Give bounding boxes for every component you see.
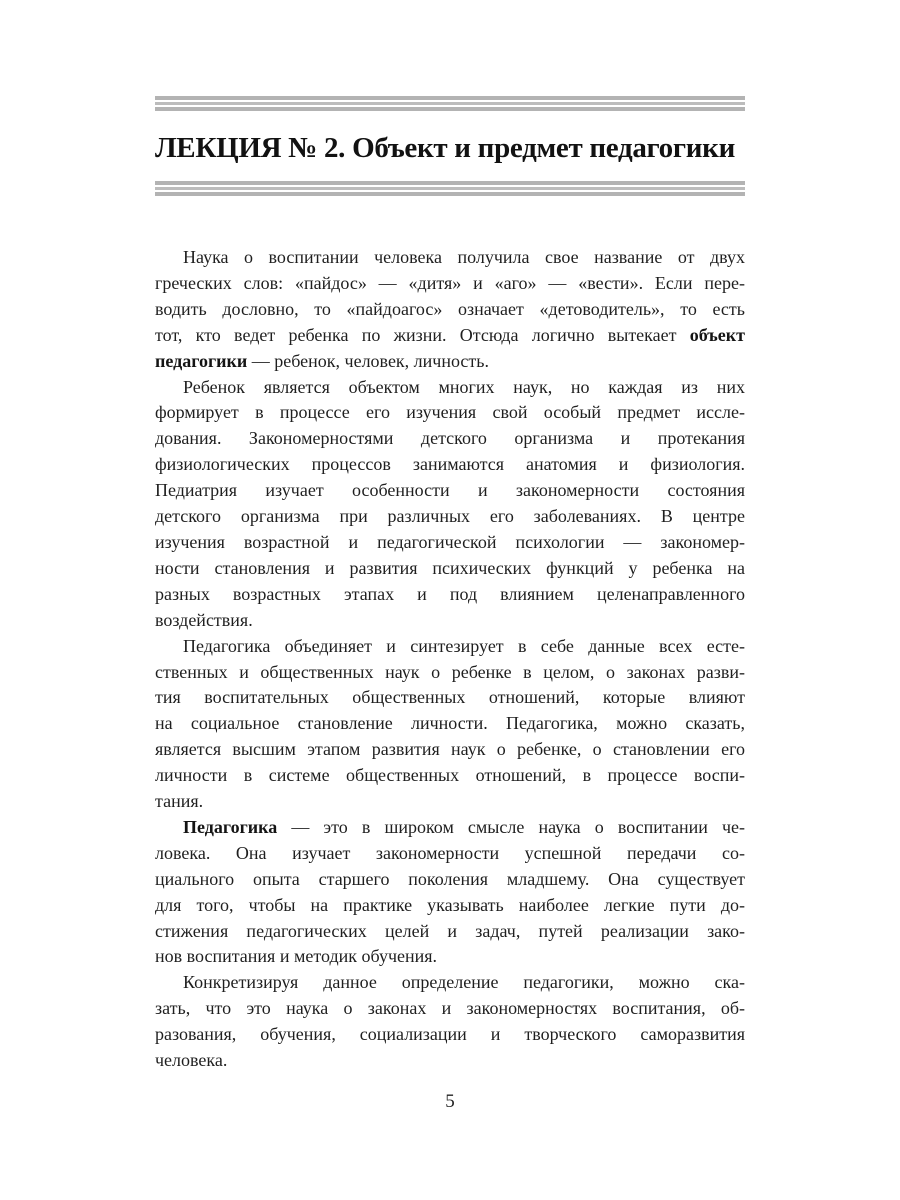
text-line: личности в системе общественных отношений, в процессе воспи- — [155, 765, 745, 786]
text-line: педагогики — ребенок, человек, личность. — [155, 350, 489, 371]
text-line: тания. — [155, 791, 204, 812]
rule-bar — [155, 102, 745, 105]
text-line: человека. — [155, 1050, 228, 1071]
text-line: Педагогика — это в широком смысле наука о воспитании че- — [183, 816, 745, 837]
text-line: Ребенок является объектом многих наук, но каждая из них — [183, 376, 745, 397]
text-line: стижения педагогических целей и задач, путей реализации зако- — [155, 920, 745, 941]
paragraph — [155, 970, 745, 1074]
text-line: циального опыта старшего поколения младшему. Она существует — [155, 868, 745, 889]
rule-bar — [155, 181, 745, 185]
text-line: воздействия. — [155, 609, 253, 630]
text-line: разования, обучения, социализации и творческого саморазвития — [155, 1024, 745, 1045]
text-line: Педагогика объединяет и синтезирует в себе данные всех есте- — [183, 635, 745, 656]
page-column — [155, 0, 745, 1113]
rule-bar — [155, 187, 745, 190]
text-line: тия воспитательных общественных отношений, которые влияют — [155, 687, 745, 708]
text-line: нов воспитания и методик обучения. — [155, 946, 438, 967]
text-line: изучения возрастной и педагогической психологии — закономер- — [155, 531, 745, 552]
text-line: ности становления и развития психических функций у ребенка на — [155, 557, 745, 578]
text-line: водить дословно, то «пайдоагос» означает «детоводитель», то есть — [155, 298, 745, 319]
text-line: Наука о воспитании человека получила свое название от двух — [183, 247, 745, 267]
rule-bar — [155, 96, 745, 100]
text-line: ственных и общественных наук о ребенке в целом, о законах разви- — [155, 661, 745, 682]
text-line: является высшим этапом развития наук о ребенке, о становлении его — [155, 739, 745, 760]
page-number: 5 — [445, 1091, 455, 1112]
text-line: физиологических процессов занимаются анатомия и физиология. — [155, 454, 745, 475]
top-decorative-rule — [155, 96, 745, 111]
text-line: ловека. Она изучает закономерности успешной передачи со- — [155, 842, 745, 863]
text-line: тот, кто ведет ребенка по жизни. Отсюда логично вытекает объект — [155, 324, 745, 345]
text-line: зать, что это наука о законах и закономерностях воспитания, об- — [155, 998, 745, 1019]
text-line: Педиатрия изучает особенности и закономерности состояния — [155, 480, 745, 501]
body-text — [155, 245, 745, 1074]
text-line: разных возрастных этапах и под влиянием целенаправленного — [155, 583, 745, 604]
text-line: дования. Закономерностями детского организма и протекания — [155, 428, 745, 449]
paragraph — [155, 815, 745, 970]
text-line: формирует в процессе его изучения свой особый предмет иссле- — [155, 402, 745, 423]
bottom-decorative-rule — [155, 181, 745, 196]
paragraph — [155, 245, 745, 375]
text-line: на социальное становление личности. Педагогика, можно сказать, — [155, 713, 745, 734]
text-line: греческих слов: «пайдос» — «дитя» и «аго» — «вести». Если пере- — [155, 272, 745, 293]
text-line: детского организма при различных его заболеваниях. В центре — [155, 506, 745, 527]
paragraph — [155, 375, 745, 634]
rule-bar — [155, 192, 745, 196]
chapter-title: ЛЕКЦИЯ № 2. Объект и предмет педагогики — [155, 132, 735, 164]
paragraph — [155, 634, 745, 815]
text-line: Конкретизируя данное определение педагогики, можно ска- — [183, 972, 745, 993]
text-line: для того, чтобы на практике указывать наиболее легкие пути до- — [155, 894, 745, 915]
rule-bar — [155, 107, 745, 111]
